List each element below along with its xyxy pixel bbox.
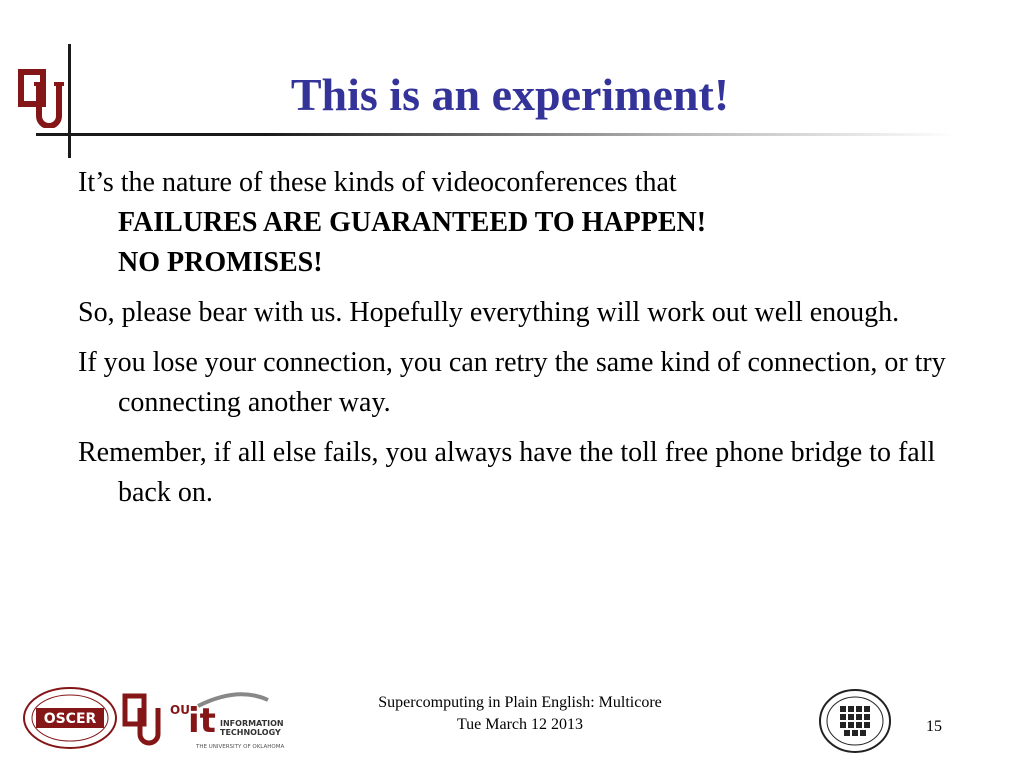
footer-date: Tue March 12 2013 <box>456 716 584 733</box>
page-number: 15 <box>926 718 942 735</box>
ou-logo-icon <box>18 68 66 128</box>
it-logo-icon <box>170 692 290 752</box>
ou-footer-logo-icon <box>122 692 164 746</box>
bullet-3: If you lose your connection, you can retry the same kind of connection, or try connecting another way. <box>78 347 946 418</box>
bullet-1-bold-failures: FAILURES ARE GUARANTEED TO HAPPEN! <box>118 207 707 238</box>
slide-body <box>78 163 958 523</box>
header-vertical-rule <box>68 44 71 158</box>
bullet-2: So, please bear with us. Hopefully everything will work out well enough. <box>78 297 900 328</box>
bullet-1-text: It’s the nature of these kinds of videoconferences that <box>78 167 677 198</box>
it-sub-university: THE UNIVERSITY OF OKLAHOMA <box>196 744 285 750</box>
footer-logos <box>22 684 292 754</box>
oscer-logo-text: OSCER <box>43 711 97 727</box>
it-sub-technology: TECHNOLOGY <box>220 728 281 737</box>
it-text: it <box>188 701 216 741</box>
supercomputing-logo-icon <box>818 688 892 754</box>
header-horizontal-rule <box>36 133 956 136</box>
it-sub-information: INFORMATION <box>220 719 284 728</box>
bullet-1 <box>78 163 958 283</box>
oscer-logo-icon <box>22 686 118 750</box>
footer-caption <box>310 692 730 736</box>
bullet-4: Remember, if all else fails, you always have the toll free phone bridge to fall back on. <box>78 437 936 508</box>
footer-course-title: Supercomputing in Plain English: Multicore <box>378 694 662 711</box>
ou-mini-text: OU <box>170 703 190 717</box>
slide-title: This is an experiment! <box>290 69 730 120</box>
bullet-1-bold-no-promises: NO PROMISES! <box>118 247 323 278</box>
